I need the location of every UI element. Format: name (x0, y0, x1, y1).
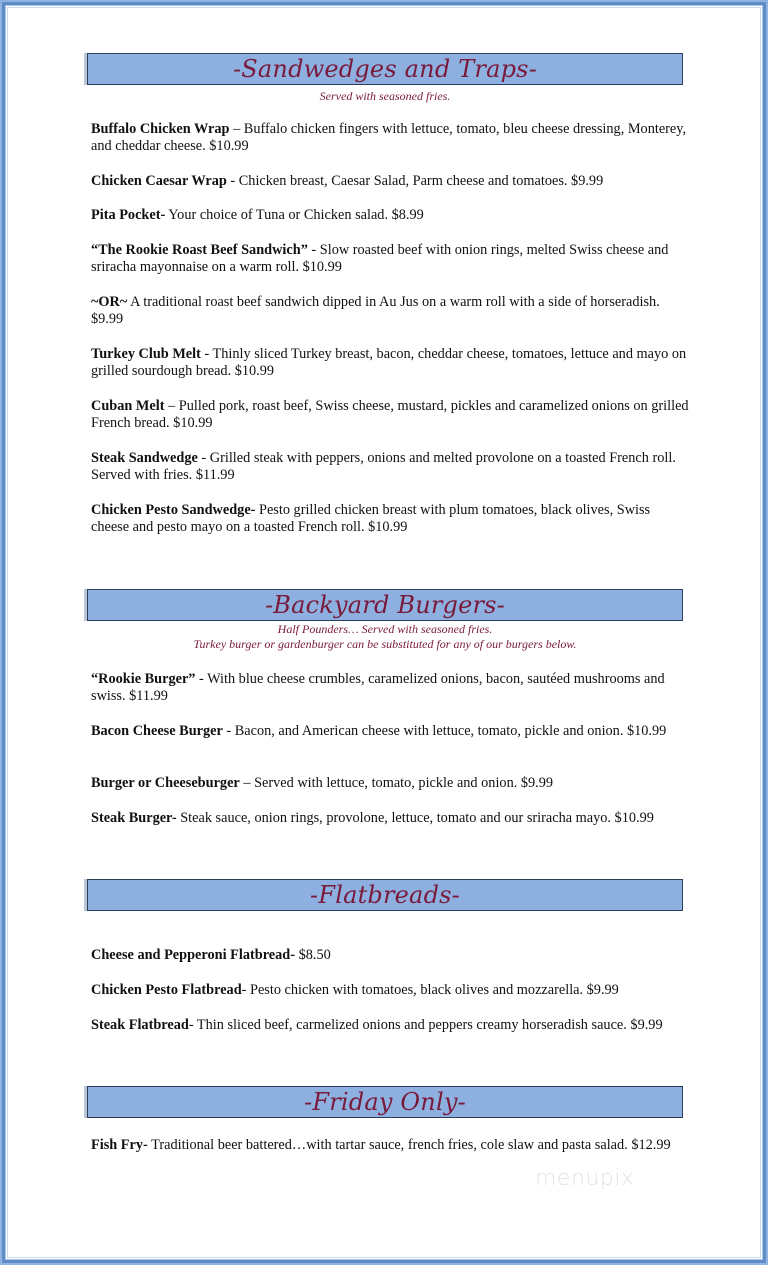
menu-item (91, 121, 691, 155)
item-desc: Traditional beer battered…with tartar sauce, french fries, cole slaw and pasta salad. $12.99 (147, 1137, 671, 1153)
watermark-logo: menupix (535, 1166, 635, 1191)
item-name: Chicken Pesto Sandwedge- (91, 502, 256, 518)
item-name: Steak Burger- (91, 810, 177, 826)
section-header-friday (87, 1086, 683, 1118)
section-subtitle: Turkey burger or gardenburger can be substituted for any of our burgers below. (193, 637, 577, 651)
item-name: Buffalo Chicken Wrap (91, 121, 230, 137)
section-title: -Sandwedges and Traps- (232, 55, 538, 83)
section-title: -Flatbreads- (310, 881, 460, 909)
item-name: Bacon Cheese Burger (91, 723, 223, 739)
menu-item (91, 450, 691, 484)
item-desc: $8.50 (295, 947, 331, 963)
menu-item (91, 1017, 691, 1034)
item-desc: A traditional roast beef sandwich dipped in Au Jus on a warm roll with a side of horseradish. $9.99 (91, 294, 660, 327)
section-header-burgers (87, 589, 683, 621)
item-desc: - With blue cheese crumbles, caramelized onions, bacon, sautéed mushrooms and swiss. $11.99 (91, 671, 665, 704)
menu-item (91, 173, 691, 190)
item-desc: - Grilled steak with peppers, onions and melted provolone on a toasted French roll. Served with fries. $11.99 (91, 450, 676, 483)
section-subtitle: Half Pounders… Served with seasoned fries. (277, 622, 493, 636)
item-desc: - Slow roasted beef with onion rings, melted Swiss cheese and sriracha mayonnaise on a warm roll. $10.99 (91, 242, 669, 275)
section-title: -Friday Only- (304, 1088, 466, 1116)
item-desc: – Buffalo chicken fingers with lettuce, tomato, bleu cheese dressing, Monterey, and cheddar cheese. $10.99 (91, 121, 687, 154)
item-name: ~OR~ (91, 294, 128, 310)
menu-item (91, 1137, 691, 1154)
item-desc: - Thin sliced beef, carmelized onions and peppers creamy horseradish sauce. $9.99 (188, 1017, 663, 1033)
item-name: Chicken Pesto Flatbread (91, 982, 242, 998)
item-name: Steak Flatbread (91, 1017, 189, 1033)
menu-item (91, 982, 691, 999)
item-name: Pita Pocket- (91, 207, 166, 223)
item-name: Fish Fry- (91, 1137, 148, 1153)
item-desc: - Thinly sliced Turkey breast, bacon, cheddar cheese, tomatoes, lettuce and mayo on grilled sourdough bread. $10.99 (91, 346, 687, 379)
item-desc: - Bacon, and American cheese with lettuce, tomato, pickle and onion. $10.99 (222, 723, 667, 739)
item-desc: Steak sauce, onion rings, provolone, lettuce, tomato and our sriracha mayo. $10.99 (176, 810, 654, 826)
menu-item (91, 502, 691, 536)
menu-item (91, 207, 691, 224)
menu-item (91, 810, 691, 827)
item-name: Turkey Club Melt (91, 346, 201, 362)
item-desc: - Pesto chicken with tomatoes, black olives and mozzarella. $9.99 (241, 982, 619, 998)
item-name: Cuban Melt (91, 398, 165, 414)
menu-item (91, 947, 691, 964)
menu-item (91, 723, 691, 740)
section-header-sandwedges (87, 53, 683, 85)
item-desc: Your choice of Tuna or Chicken salad. $8.99 (165, 207, 424, 223)
menu-item (91, 398, 691, 432)
item-name: Chicken Caesar Wrap (91, 173, 227, 189)
item-name: “The Rookie Roast Beef Sandwich” (91, 242, 308, 258)
menu-item (91, 671, 691, 705)
item-desc: Pesto grilled chicken breast with plum tomatoes, black olives, Swiss cheese and pesto mayo on a toasted French roll. $10.99 (91, 502, 651, 535)
item-desc: - Chicken breast, Caesar Salad, Parm cheese and tomatoes. $9.99 (226, 173, 604, 189)
menu-item (91, 242, 691, 276)
item-name: “Rookie Burger” (91, 671, 196, 687)
section-subtitle: Served with seasoned fries. (319, 89, 451, 103)
item-name: Cheese and Pepperoni Flatbread- (91, 947, 295, 963)
item-name: Burger or Cheeseburger (91, 775, 240, 791)
item-name: Steak Sandwedge (91, 450, 198, 466)
section-title: -Backyard Burgers- (264, 591, 505, 619)
menu-item (91, 294, 691, 328)
menu-item (91, 775, 691, 792)
item-desc: – Served with lettuce, tomato, pickle and onion. $9.99 (239, 775, 554, 791)
section-header-flatbreads (87, 879, 683, 911)
item-desc: – Pulled pork, roast beef, Swiss cheese, mustard, pickles and caramelized onions on grilled French bread. $10.99 (91, 398, 689, 431)
menu-item (91, 346, 691, 380)
